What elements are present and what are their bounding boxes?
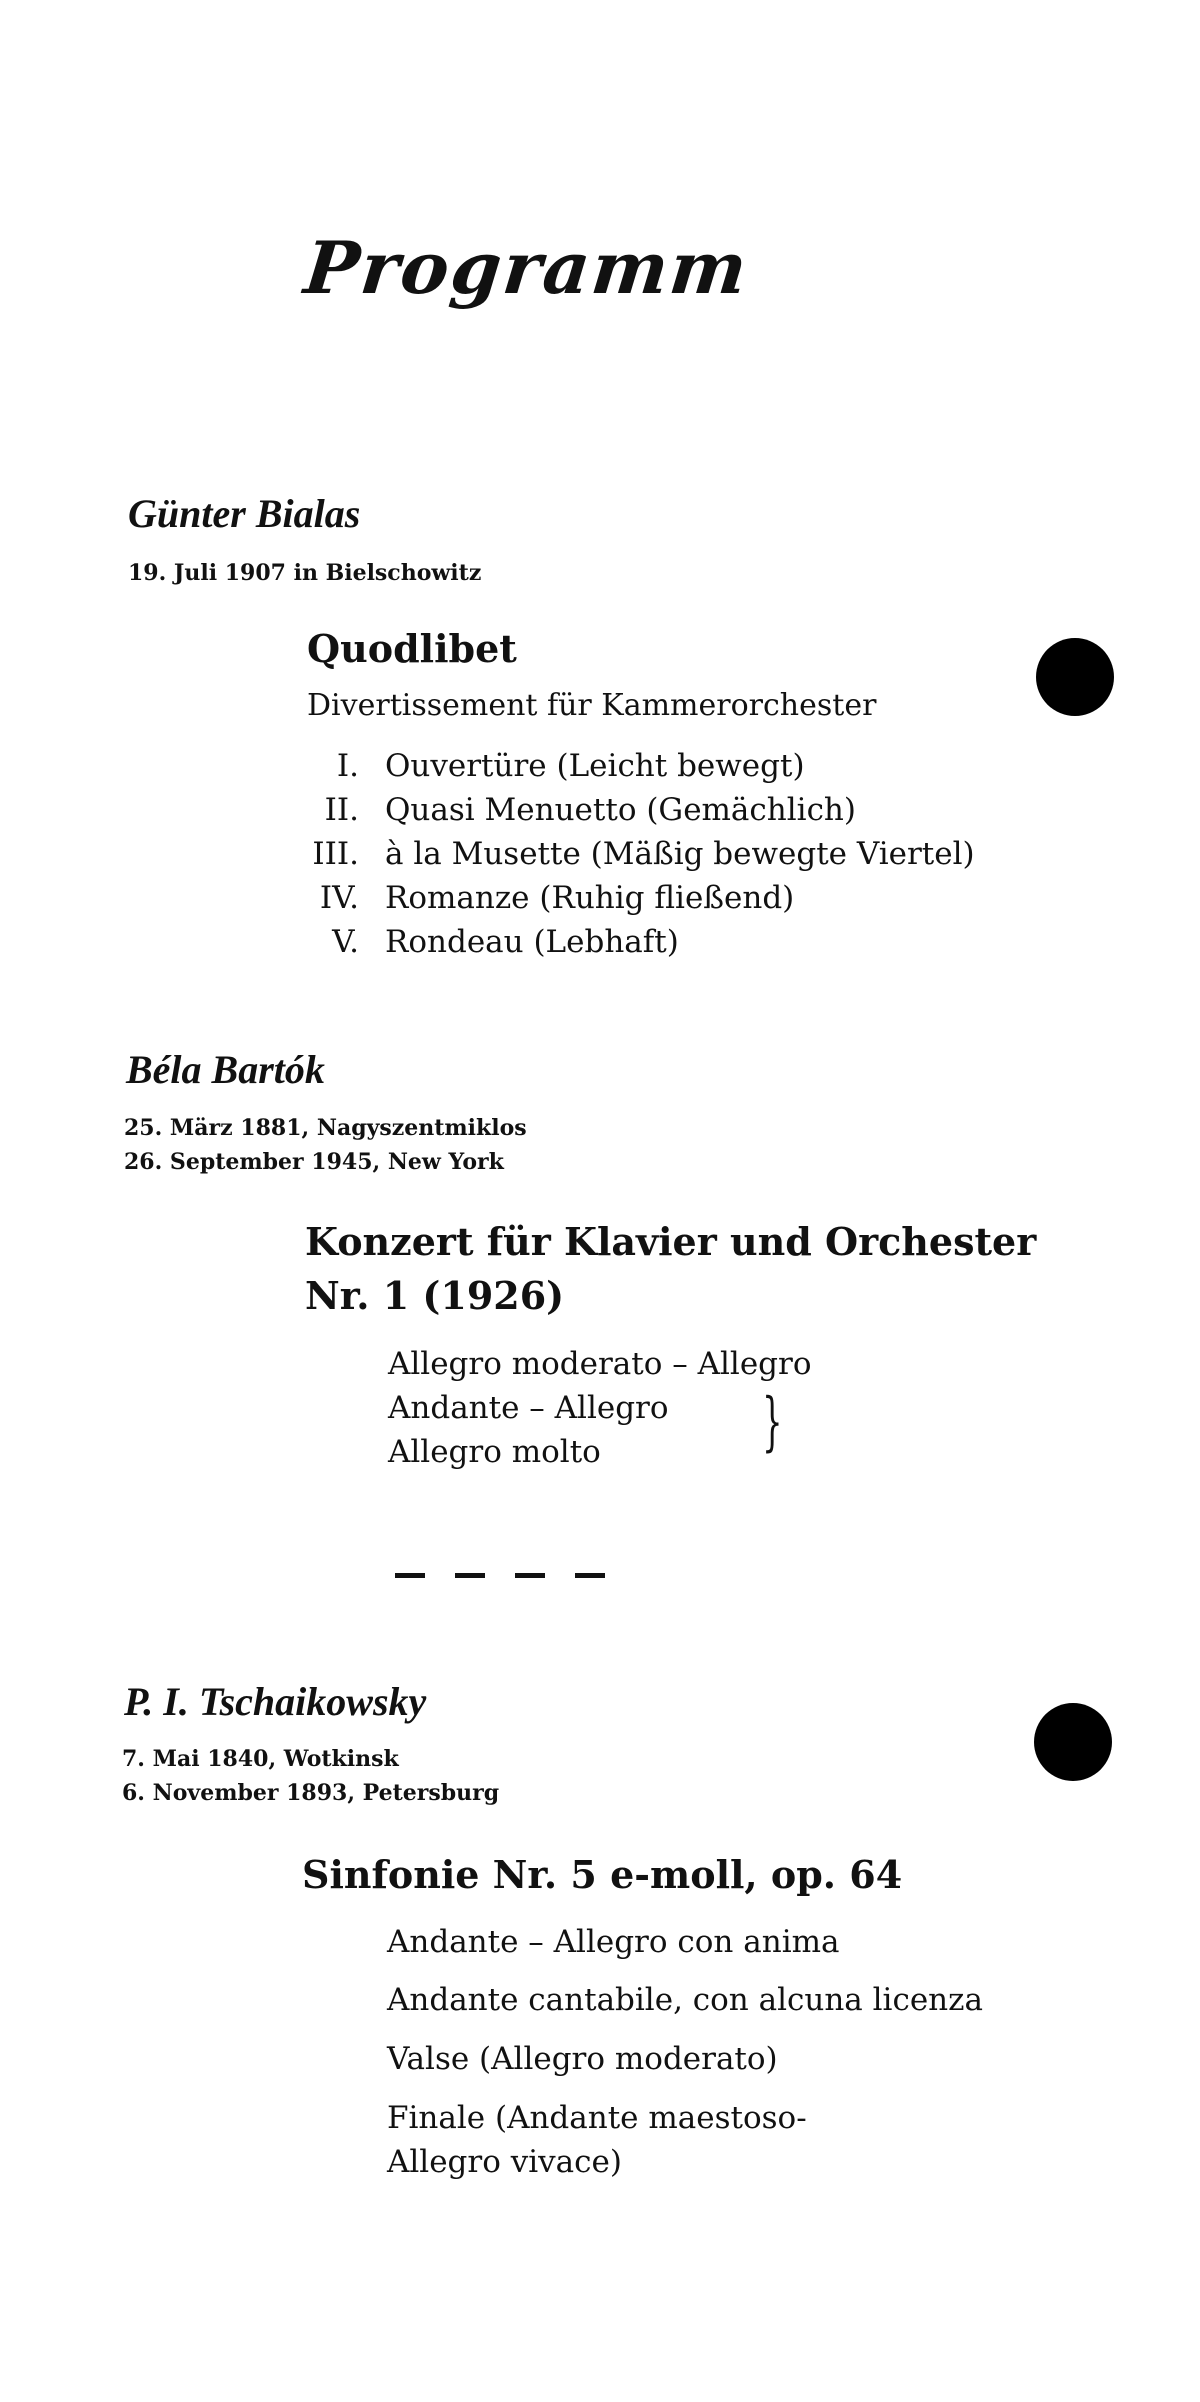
movement-title: Rondeau (Lebhaft): [385, 924, 679, 960]
punch-hole-bottom: [1034, 1703, 1112, 1781]
composer-name: Béla Bartók: [126, 1047, 325, 1092]
death-date: 26. September 1945, New York: [124, 1149, 504, 1175]
composer-dates: [122, 1742, 499, 1810]
work-title-line: Nr. 1 (1926): [305, 1273, 565, 1318]
movement-item: Andante cantabile, con alcuna licenza: [387, 1982, 983, 2018]
work-title-line: Sinfonie Nr. 5 e-moll, op. 64: [302, 1852, 903, 1897]
death-date: 6. November 1893, Petersburg: [122, 1780, 500, 1806]
movement-number: III.: [312, 836, 359, 872]
separator-dash: [455, 1573, 485, 1578]
movement-item: Allegro molto: [388, 1434, 601, 1470]
composer-dates: [128, 556, 481, 590]
movement-number: I.: [336, 748, 359, 784]
separator-dash: [515, 1573, 545, 1578]
birth-date: 7. Mai 1840, Wotkinsk: [122, 1746, 399, 1772]
page-title: Programm: [300, 225, 753, 310]
movement-title: Ouvertüre (Leicht bewegt): [385, 748, 805, 784]
composer-name: P. I. Tschaikowsky: [124, 1679, 427, 1724]
work-title: [305, 1215, 1036, 1323]
separator-dash: [395, 1573, 425, 1578]
movement-number: V.: [332, 924, 359, 960]
composer-dates: [124, 1111, 527, 1179]
birth-date: 25. März 1881, Nagyszentmiklos: [124, 1115, 527, 1141]
movement-item: Andante – Allegro: [388, 1390, 669, 1426]
birth-date: 19. Juli 1907 in Bielschowitz: [128, 560, 482, 586]
work-title: [307, 622, 517, 676]
composer-name: Günter Bialas: [128, 491, 361, 536]
movement-title: Romanze (Ruhig fließend): [385, 880, 795, 916]
work-title-line: Konzert für Klavier und Orchester: [305, 1219, 1037, 1264]
movement-title: Quasi Menuetto (Gemächlich): [385, 792, 856, 828]
movement-item: Finale (Andante maestoso-: [387, 2100, 807, 2136]
movement-number: II.: [324, 792, 359, 828]
movement-item: Valse (Allegro moderato): [387, 2041, 778, 2077]
work-title-line: Quodlibet: [307, 626, 517, 671]
work-subtitle: Divertissement für Kammerorchester: [307, 688, 877, 723]
brace-glyph: }: [762, 1385, 783, 1459]
movement-number: IV.: [319, 880, 359, 916]
work-title: [302, 1848, 902, 1902]
movement-item: Allegro moderato – Allegro: [388, 1346, 812, 1382]
punch-hole-top: [1036, 638, 1114, 716]
movement-item: Allegro vivace): [387, 2144, 622, 2180]
movement-item: Andante – Allegro con anima: [387, 1924, 840, 1960]
separator-dash: [575, 1573, 605, 1578]
movement-title: à la Musette (Mäßig bewegte Viertel): [385, 836, 975, 872]
